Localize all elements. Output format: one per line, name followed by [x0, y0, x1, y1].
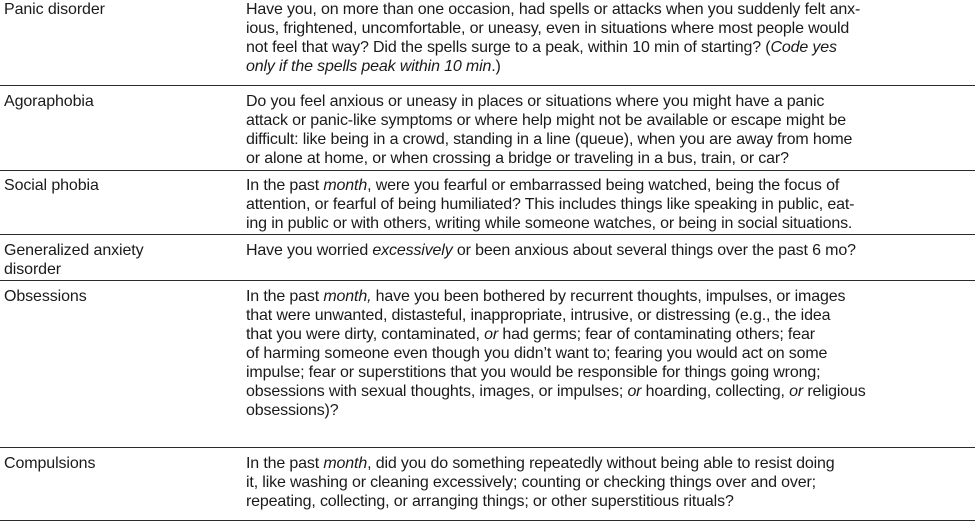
condition-cell: Panic disorder: [4, 1, 105, 18]
question-line: Do you feel anxious or uneasy in places or situations where you might have a panic: [246, 93, 825, 110]
question-line: ing in public or with others, writing while someone watches, or being in social situations.: [246, 215, 853, 232]
question-line: ious, frightened, uncomfortable, or uneasy, even in situations where most people would: [246, 20, 850, 37]
question-text: , did you do something repeatedly without being able to resist doing: [367, 455, 835, 472]
question-text: obsessions with sexual thoughts, images, or impulses;: [246, 383, 628, 400]
question-emphasis: or: [789, 383, 804, 400]
question-emphasis: or: [627, 383, 642, 400]
question-line: repeating, collecting, or arranging things; or other superstitious rituals?: [246, 493, 734, 510]
question-line: it, like washing or cleaning excessively; counting or checking things over and over;: [246, 474, 816, 491]
table-row: [0, 171, 975, 235]
question-line: attention, or fearful of being humiliated? This includes things like speaking in public, eat-: [246, 196, 855, 213]
question-text: not feel that way? Did the spells surge to a peak, within 10 min of starting? (: [246, 39, 771, 56]
condition-cell: Obsessions: [4, 288, 87, 305]
question-line: difficult: like being in a crowd, standing in a line (queue), when you are away from home: [246, 131, 853, 148]
question-text: had germs; fear of contaminating others; fear: [498, 326, 815, 343]
question-text: have you been bothered by recurrent thoughts, impulses, or images: [371, 288, 846, 305]
condition-cell: [0, 235, 246, 280]
condition-line: Generalized anxiety: [4, 242, 144, 259]
question-line: [246, 287, 973, 306]
question-line: [246, 382, 973, 401]
question-text: , were you fearful or embarrassed being watched, being the focus of: [367, 177, 840, 194]
question-text: religious: [803, 383, 866, 400]
table-row: [0, 448, 975, 521]
question-cell: [246, 171, 975, 234]
question-text: In the past: [246, 455, 324, 472]
question-text: that you were dirty, contaminated,: [246, 326, 485, 343]
question-cell: [246, 235, 975, 280]
question-emphasis: month,: [323, 288, 372, 305]
question-line: [246, 57, 973, 76]
question-line: [246, 325, 973, 344]
question-line: obsessions)?: [246, 402, 339, 419]
condition-cell: Agoraphobia: [4, 93, 94, 110]
table-row: [0, 0, 975, 86]
question-line: attack or panic-like symptoms or where help might not be available or escape might be: [246, 112, 847, 129]
question-text: In the past: [246, 177, 324, 194]
question-line: Have you, on more than one occasion, had spells or attacks when you suddenly felt anx-: [246, 1, 861, 18]
question-line: or alone at home, or when crossing a bridge or traveling in a bus, train, or car?: [246, 150, 789, 167]
question-line: that were unwanted, distasteful, inappropriate, intrusive, or distressing (e.g., the idea: [246, 307, 831, 324]
question-line: of harming someone even though you didn’t want to; fearing you would act on some: [246, 345, 828, 362]
condition-cell: Social phobia: [4, 177, 99, 194]
question-text: .): [491, 58, 501, 75]
question-line: [246, 176, 973, 195]
table-row: [0, 86, 975, 171]
question-line: [246, 241, 973, 260]
question-cell: [246, 86, 975, 170]
question-emphasis: month: [323, 455, 368, 472]
question-line: impulse; fear or superstitions that you would be responsible for things going wrong;: [246, 364, 821, 381]
question-line: [246, 454, 973, 473]
question-line: [246, 38, 973, 57]
table-row: [0, 235, 975, 281]
question-text: hoarding, collecting,: [641, 383, 790, 400]
question-text: Have you worried: [246, 242, 373, 259]
condition-line: disorder: [4, 261, 62, 278]
table-row: [0, 281, 975, 448]
question-emphasis: excessively: [372, 242, 453, 259]
question-cell: [246, 0, 975, 85]
condition-cell: Compulsions: [4, 455, 96, 472]
question-emphasis: only if the spells peak within 10 min: [246, 58, 492, 75]
question-cell: [246, 448, 975, 520]
question-cell: [246, 281, 975, 447]
question-emphasis: or: [484, 326, 499, 343]
question-emphasis: month: [323, 177, 368, 194]
question-text: In the past: [246, 288, 324, 305]
question-emphasis: Code yes: [770, 39, 837, 56]
question-text: or been anxious about several things over the past 6 mo?: [452, 242, 856, 259]
